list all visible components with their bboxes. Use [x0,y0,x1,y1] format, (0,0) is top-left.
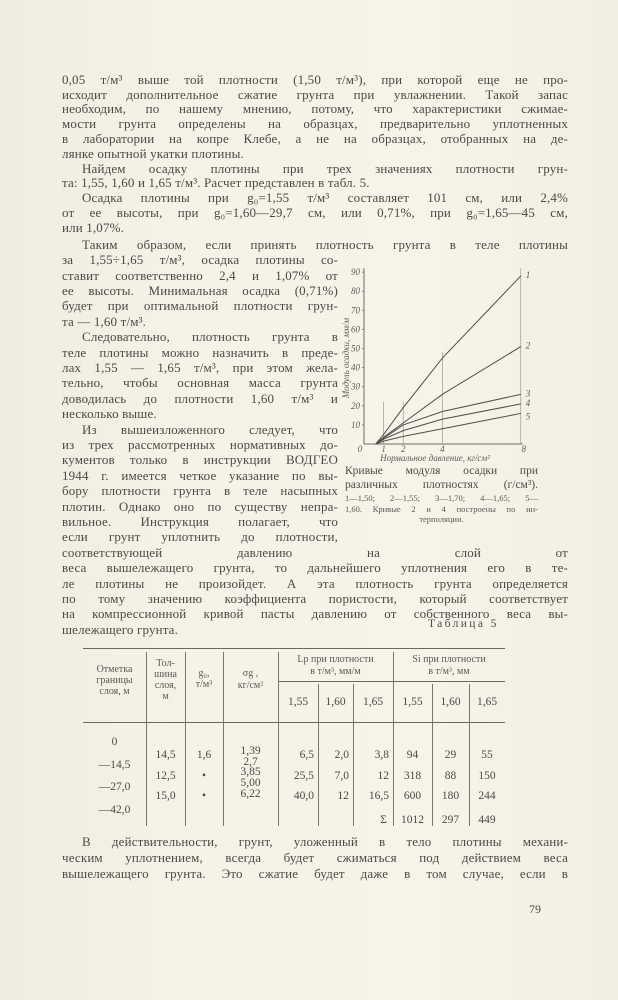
table-rule [278,681,505,682]
text-line: вильное. Инструкция полагает, что [62,513,338,529]
table-caption: Таблица 5 [428,618,499,630]
cell-lp: 12 [337,790,349,802]
header-mark: границы [96,675,133,686]
cell-sum: 449 [478,814,496,826]
series-label: 5 [525,411,531,422]
text-line: ставит соответственно 2,4 и 1,07% от [62,267,338,283]
text-line: теле плотины можно назначить в преде- [62,344,338,360]
text-line: в лаборатории на копре Клебе, а не на образцах, отобранных на де- [62,130,568,146]
x-tick-label: 1 [381,444,386,454]
cell-s: 150 [478,769,496,782]
cell-pressure: 5,00 [240,777,261,790]
cell-sum-label: Σ [380,814,387,826]
y-tick-label: 40 [351,362,360,373]
y-tick-label: 60 [351,324,360,335]
cell-s: 180 [441,790,460,802]
cell-thickness: 15,0 [155,790,176,802]
page-number: 79 [529,902,541,916]
cell-mark: —27,0 [98,781,131,793]
cell-s: 318 [403,769,422,782]
cell-density: 1,6 [196,749,212,761]
text-line: из трех рассмотренных нормативных до- [62,436,338,452]
series-line-3 [376,394,521,444]
cell-pressure: 2,7 [243,755,258,768]
text-line: соответствующей давлению на слой от [62,544,568,560]
series-label: 3 [525,388,531,399]
y-tick-label: 20 [351,400,360,411]
cell-mark: —14,5 [98,758,131,771]
text-line: ческим уплотнением, всегда будет сжиматься под действием веса [62,849,568,865]
header-density-value: 1,55 [287,696,309,708]
cell-s: 88 [444,769,457,782]
header-thickness: слоя, [154,680,177,691]
text-line: Осадка плотины при g₀=1,55 т/м³ составляет 101 см, или 2,4% [82,190,568,206]
y-tick-label: 30 [351,381,360,392]
cell-lp: 7,0 [334,769,349,782]
header-thickness: м [162,691,169,702]
cell-lp: 12 [377,769,389,782]
text-line: 0,05 т/м³ выше той плотности (1,50 т/м³), при которой еще не про- [62,71,568,87]
cell-s: 29 [444,749,457,761]
text-line: лянке опытной укатки плотины. [62,145,244,161]
x-tick-label: 4 [440,444,445,454]
cell-pressure: 1,39 [240,745,261,757]
series-label: 1 [525,269,531,280]
cell-density: • [201,769,207,782]
text-line: от ее высоты, при g₀=1,60—29,7 см, или 0,71%, при g₀=1,65—45 см, [62,204,568,220]
y-axis-label: Модуль осадки, мм/м [341,317,351,399]
cell-s: 600 [403,790,422,802]
header-density-value: 1,65 [362,696,384,708]
header-mark: слоя, м [99,686,130,697]
header-s-group: в т/м³, мм [428,666,470,677]
cell-mark: 0 [111,736,118,748]
table-5 [83,648,505,828]
text-line: Из вышеизложенного следует, что [82,421,338,437]
cell-thickness: 14,5 [155,749,176,761]
y-tick-label: 80 [351,286,360,297]
header-mark: Отметка [96,664,133,675]
y-tick-label: 50 [351,343,360,354]
cell-lp: 3,8 [374,749,389,761]
header-density: т/м³ [195,679,213,690]
y-tick-label: 10 [351,419,360,430]
text-line: Найдем осадку плотины при трех значениях плотности грун- [82,160,568,176]
series-line-2 [376,347,521,444]
text-line: ее высоты. Минимальная осадка (0,71%) [62,282,338,298]
header-density-value: 1,60 [440,696,461,708]
text-line: шележащего грунта. [62,621,179,637]
cell-mark: —42,0 [98,803,131,816]
cell-lp: 2,0 [334,749,349,761]
cell-s: 244 [478,790,496,802]
text-line: тельно, чтобы основная масса грунта [62,375,338,391]
header-density-value: 1,55 [402,696,423,708]
cell-pressure: 3,85 [240,766,261,779]
header-density-value: 1,65 [476,696,498,708]
cell-lp: 16,5 [368,790,389,802]
cell-thickness: 12,5 [155,769,176,782]
header-density: g₀, [198,668,210,679]
text-line: плотин. Однако оно по существу непра- [62,498,338,514]
text-line: по тому значению коэффициента пористости, который соответствует [62,590,568,606]
cell-pressure: 6,22 [240,787,261,800]
text-line: В действительности, грунт, уложенный в тело плотины механи- [82,833,568,849]
cell-lp: 6,5 [299,749,314,761]
y-tick-label: 90 [351,267,360,278]
x-tick-label: 2 [400,444,406,454]
series-label: 2 [525,340,531,351]
text-line: Следовательно, плотность грунта в [82,329,338,345]
text-line: бору плотности грунта в теле насыпных [62,483,338,499]
caption-note-line: 1—1,50; 2—1,55; 3—1,70; 4—1,65; 5— [345,493,538,503]
cell-density: • [201,790,207,802]
header-lp-group: в т/м³, мм/м [310,666,361,677]
x-tick-label: 8 [521,444,527,454]
cell-sum: 297 [441,814,460,826]
cell-lp: 40,0 [293,790,314,802]
text-line: будет при оптимальной плотности грун- [62,298,338,314]
cell-s: 94 [406,749,419,761]
caption-line: Кривые модуля осадки при [345,465,538,477]
series-label: 4 [525,397,531,408]
text-line: мости грунта определены на образцах, предварительно уплотненных [62,116,568,132]
text-line: веса вышележащего грунта, то дальнейшего уплотнения его в те- [62,560,568,576]
header-pressure: кг/см² [237,680,264,691]
cell-lp: 25,5 [293,769,314,782]
text-line: несколько выше. [62,406,157,422]
text-line: если грунт уплотнить до плотности, [62,529,338,545]
header-lp-group: Lp при плотности [297,654,374,665]
text-line: вышележащего грунта. Это сжатие будет даже в том случае, если в [62,865,568,881]
text-line: Таким образом, если принять плотность грунта в теле плотины [82,236,568,252]
text-line: на компрессионной кривой пасты давлению от собственного веса вы- [62,606,568,622]
text-line: кументов только в инструкции ВОДГЕО [62,452,338,468]
text-line: или 1,07%. [62,219,124,235]
text-line: ле плотины не произойдет. А эта плотность грунта определяется [62,575,568,591]
cell-sum: 1012 [401,814,424,826]
header-thickness: Тол- [156,658,175,669]
text-line: необходим, по нашему мнению, потому, что характеристики сжимае- [62,101,568,117]
text-line: доводилась до плотности 1,60 т/м³ и [62,390,338,406]
text-line: 1944 г. имеется четкое указание по вы- [62,467,338,483]
text-line: за 1,55÷1,65 т/м³, осадка плотины со- [62,252,338,268]
text-line: та — 1,60 т/м³. [62,313,147,329]
header-pressure: σg , [242,668,259,679]
caption-note-line: 1,60. Кривые 2 и 4 построены по ин- [345,503,538,514]
text-line: та: 1,55, 1,60 и 1,65 т/м³. Расчет представлен в табл. 5. [62,175,370,191]
cell-s: 55 [481,749,493,761]
header-thickness: шина [154,669,177,680]
x-axis-label: Нормальное давление, кг/см² [380,453,490,463]
x-tick-label: 0 [357,444,363,454]
header-s-group: Si при плотности [412,654,486,665]
text-line: исходит дополнительное сжатие грунта при увлажнении. Такой запас [62,86,568,102]
table-rule [83,648,505,649]
caption-note-line: терполяции. [419,514,464,524]
y-tick-label: 70 [351,305,360,316]
caption-line: различных плотностях (г/см³). [345,479,538,491]
text-line: лах 1,55 — 1,65 т/м³, при этом жела- [62,359,338,375]
header-density-value: 1,60 [325,696,346,708]
